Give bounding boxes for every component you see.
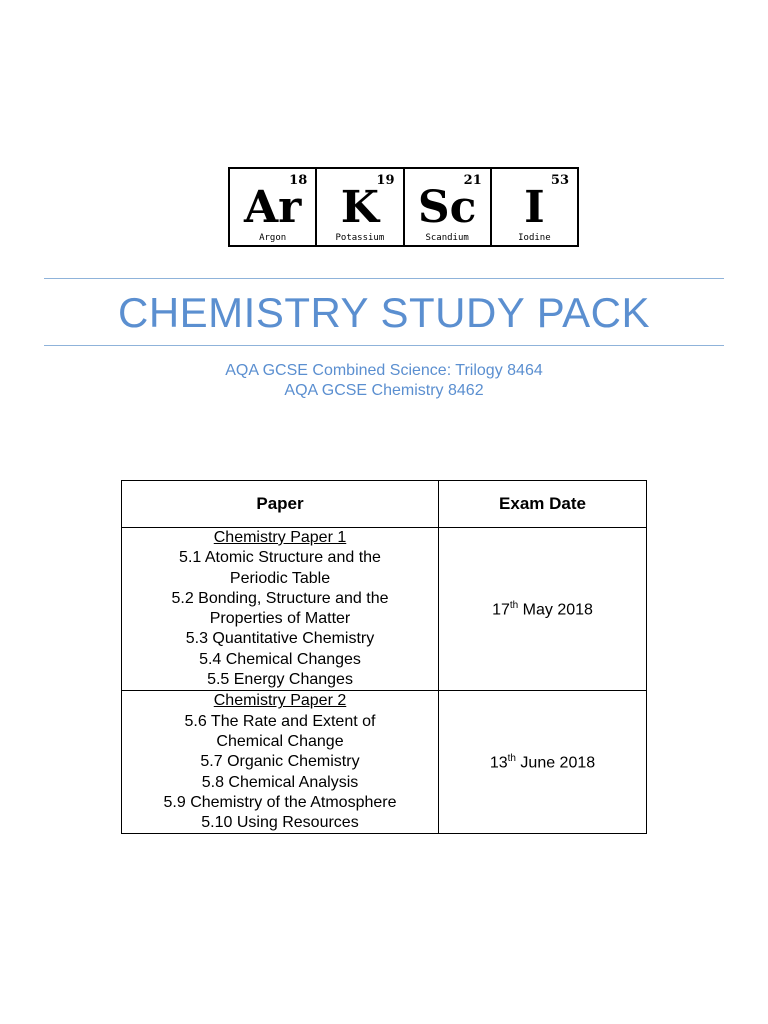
atomic-number: 53: [550, 173, 569, 188]
atomic-number: 21: [463, 173, 482, 188]
element-symbol: Sc: [417, 182, 477, 233]
element-tile-argon: [230, 169, 317, 245]
arksci-logo: [228, 167, 579, 247]
exam-date-suffix: th: [509, 599, 519, 611]
element-tile-iodine: [492, 169, 577, 245]
exam-date-cell: [439, 691, 647, 834]
subtitle-combined-science: AQA GCSE Combined Science: Trilogy 8464: [225, 362, 543, 379]
topic-line: 5.6 The Rate and Extent of: [184, 712, 376, 730]
table-header-row: [122, 481, 647, 528]
element-tile-scandium: [405, 169, 492, 245]
subtitle-chemistry: AQA GCSE Chemistry 8462: [284, 382, 484, 399]
topic-line: 5.7 Organic Chemistry: [200, 753, 360, 771]
topic-line: 5.3 Quantitative Chemistry: [185, 630, 375, 648]
atomic-number: 19: [376, 173, 395, 188]
topic-line: Chemical Change: [216, 732, 344, 750]
paper-cell: [122, 528, 439, 691]
title-bottom-rule: [44, 345, 724, 346]
exam-date-cell: [439, 528, 647, 691]
element-symbol: Ar: [243, 182, 302, 233]
element-tile-potassium: [317, 169, 404, 245]
topic-line: Periodic Table: [229, 569, 331, 587]
paper-title: Chemistry Paper 2: [213, 692, 347, 710]
paper-cell: [122, 691, 439, 834]
table-row: [122, 528, 647, 691]
topic-line: Properties of Matter: [209, 610, 351, 628]
table-row: [122, 691, 647, 834]
exam-dates-table: [121, 480, 647, 834]
header-exam-date: Exam Date: [439, 481, 647, 528]
element-name: Scandium: [425, 233, 469, 243]
topic-line: 5.1 Atomic Structure and the: [179, 549, 381, 567]
exam-date-day: 17: [492, 600, 510, 618]
element-name: Iodine: [518, 233, 551, 243]
exam-date-rest: June 2018: [515, 754, 596, 772]
element-symbol: K: [340, 182, 379, 233]
element-name: Potassium: [335, 233, 385, 243]
topic-line: 5.8 Chemical Analysis: [201, 773, 359, 791]
topic-line: 5.4 Chemical Changes: [199, 650, 361, 668]
exam-date-day: 13: [489, 754, 508, 772]
page-title: CHEMISTRY STUDY PACK: [117, 289, 650, 336]
exam-date-rest: May 2018: [518, 600, 593, 618]
atomic-number: 18: [289, 173, 308, 188]
topic-line: 5.2 Bonding, Structure and the: [171, 589, 389, 607]
paper-title: Chemistry Paper 1: [213, 529, 347, 546]
header-paper: Paper: [122, 481, 439, 528]
topic-line: 5.10 Using Resources: [201, 814, 359, 832]
element-name: Argon: [259, 233, 287, 243]
element-symbol: I: [524, 182, 545, 233]
topic-line: 5.5 Energy Changes: [207, 671, 353, 689]
exam-date-suffix: th: [507, 752, 516, 764]
title-top-rule: [44, 278, 724, 279]
topic-line: 5.9 Chemistry of the Atmosphere: [163, 793, 397, 811]
